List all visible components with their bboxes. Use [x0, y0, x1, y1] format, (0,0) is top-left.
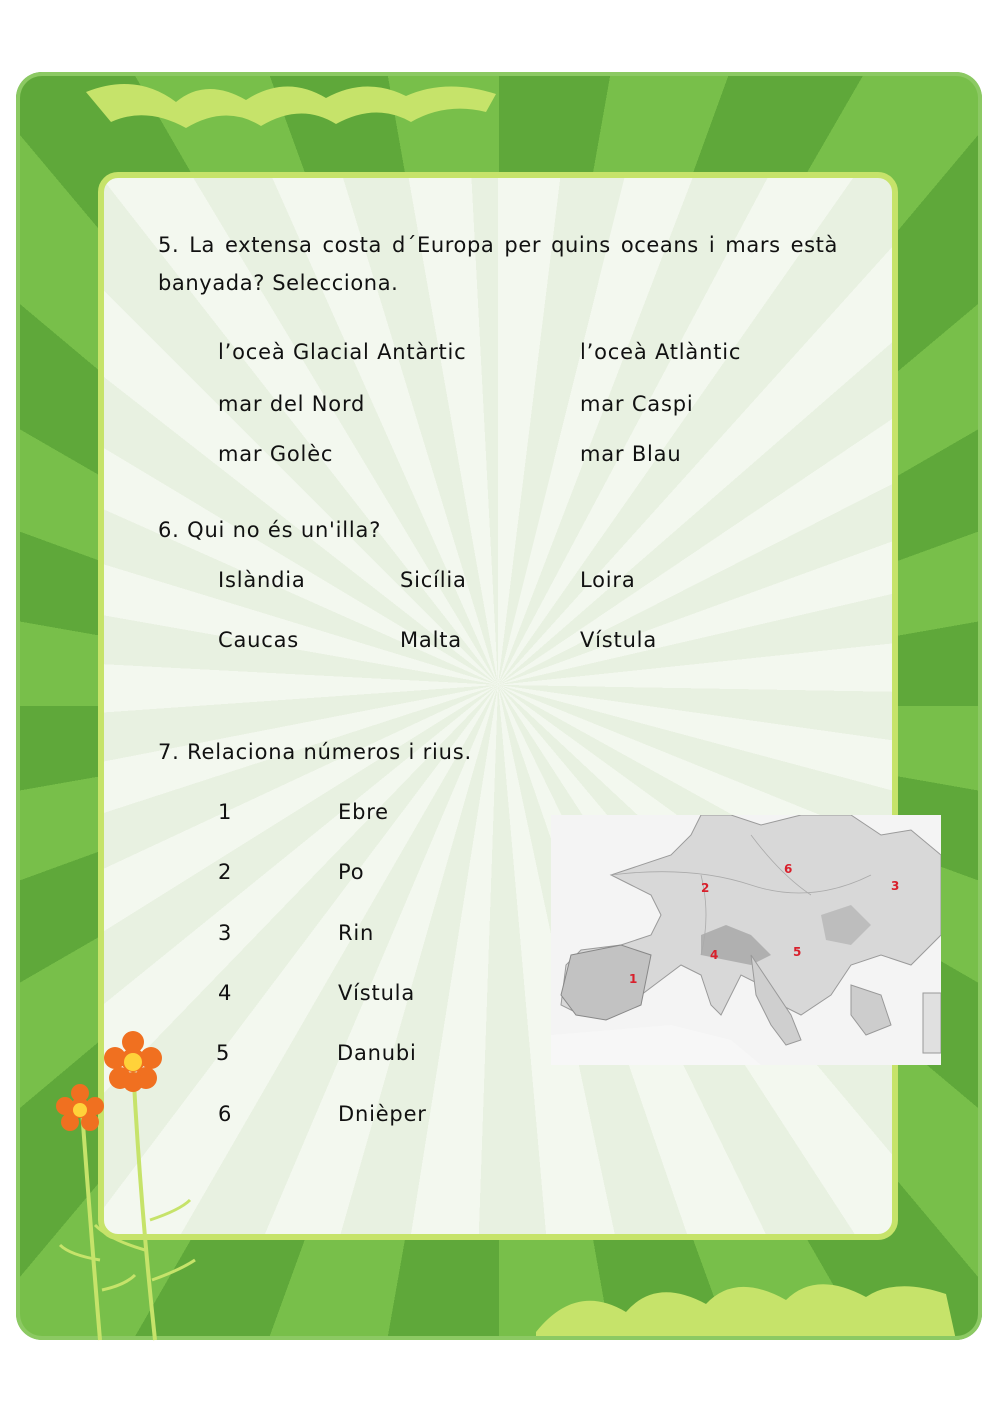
river-name-drop[interactable]: Po [338, 860, 365, 884]
q5-option[interactable]: mar Golèc [218, 442, 334, 466]
question-5-text: 5. La extensa costa d´Europa per quins oceans i mars està banyada? Selecciona. [158, 233, 838, 295]
river-number: 6 [218, 1102, 233, 1126]
map-label: 4 [710, 948, 719, 962]
map-label: 2 [701, 881, 710, 895]
river-name-drop[interactable]: Ebre [338, 800, 389, 824]
q5-option[interactable]: l’oceà Glacial Antàrtic [218, 340, 467, 364]
question-6-text: 6. Qui no és un'illa? [158, 518, 382, 542]
decorative-flowers [40, 1020, 240, 1350]
river-name-drop[interactable]: Vístula [338, 981, 415, 1005]
question-7-text: 7. Relaciona números i rius. [158, 740, 473, 764]
q5-option[interactable]: l’oceà Atlàntic [580, 340, 742, 364]
river-name-drop[interactable]: Rin [338, 921, 375, 945]
river-name-drop[interactable]: Danubi [337, 1041, 417, 1065]
q5-option[interactable]: mar del Nord [218, 392, 366, 416]
map-label: 5 [793, 945, 802, 959]
river-number: 4 [218, 981, 233, 1005]
q6-option[interactable]: Malta [400, 628, 462, 652]
q5-option[interactable]: mar Blau [580, 442, 682, 466]
q6-option[interactable]: Sicília [400, 568, 467, 592]
river-number: 5 [216, 1041, 231, 1065]
flower-small [56, 1084, 104, 1131]
map-label: 3 [891, 879, 900, 893]
river-number: 3 [218, 921, 233, 945]
q6-option[interactable]: Islàndia [218, 568, 306, 592]
europe-rivers-map [551, 815, 941, 1065]
map-label: 6 [784, 862, 793, 876]
q6-option[interactable]: Vístula [580, 628, 657, 652]
river-number: 2 [218, 860, 233, 884]
q6-option[interactable]: Loira [580, 568, 636, 592]
river-number: 1 [218, 800, 233, 824]
flower-large [104, 1031, 162, 1092]
q6-option[interactable]: Caucas [218, 628, 299, 652]
q5-option[interactable]: mar Caspi [580, 392, 694, 416]
map-label: 1 [629, 972, 638, 986]
river-name-drop[interactable]: Dnièper [338, 1102, 427, 1126]
